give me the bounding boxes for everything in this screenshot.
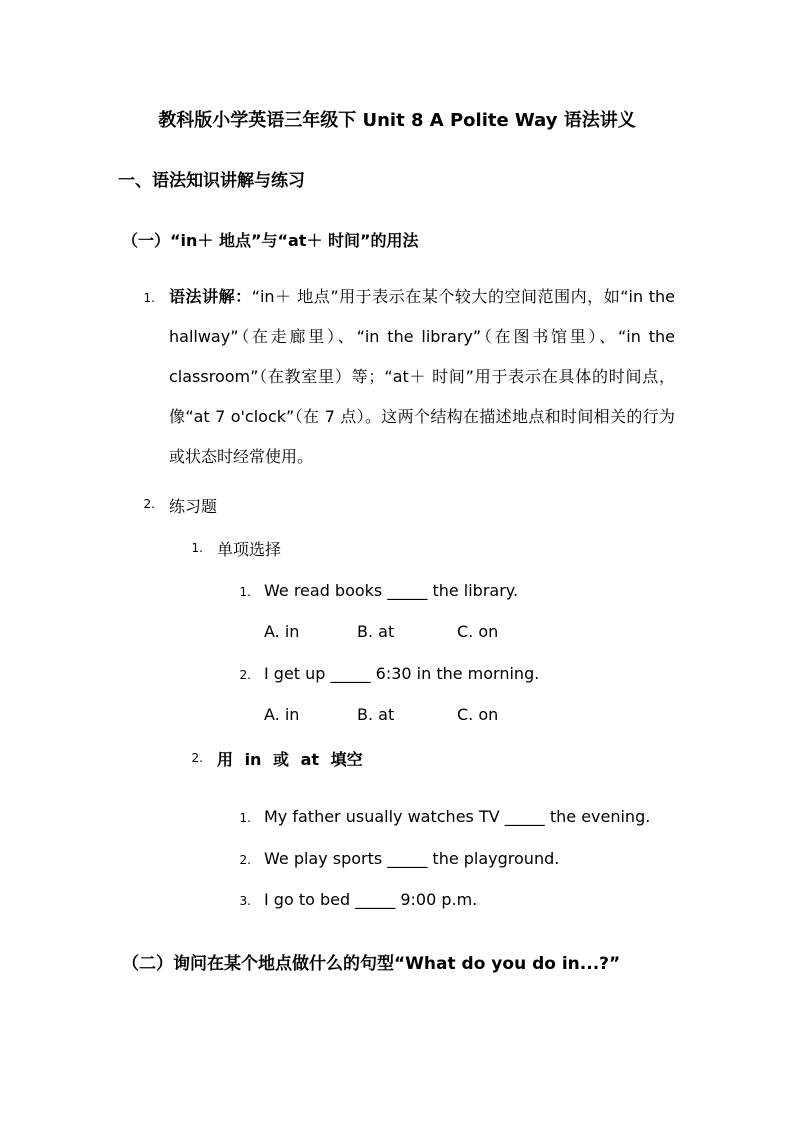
option-a: A. in bbox=[264, 622, 300, 641]
question-number: 2. bbox=[239, 853, 251, 867]
grammar-explanation-label: 语法讲解： bbox=[169, 287, 252, 306]
exercise-number: 2. bbox=[191, 751, 203, 765]
exercises-label: 练习题 bbox=[169, 497, 218, 516]
question-text: My father usually watches TV _____ the evening. bbox=[264, 807, 651, 826]
item-number: 1. bbox=[143, 291, 155, 305]
section-heading-1: 一、语法知识讲解与练习 bbox=[118, 171, 305, 191]
question-number: 1. bbox=[239, 585, 251, 599]
exercise-title-multiple-choice: 单项选择 bbox=[217, 540, 282, 559]
question-number: 2. bbox=[239, 668, 251, 682]
option-b: B. at bbox=[357, 705, 395, 724]
grammar-explanation-text: “in＋ 地点”用于表示在某个较大的空间范围内，如“in the hallway”（在走廊里）、“in the library”（在图书馆里）、“in the classroom”（在教室里）等；“at＋ 时间”用于表示在具体的时间点，像“at 7 o'clock”（在 7 点）。这两个结构在描述地点和时间相关的行为或状态时经常使用。 bbox=[169, 287, 675, 466]
option-a: A. in bbox=[264, 705, 300, 724]
subsection-heading-2: （二）询问在某个地点做什么的句型“What do you do in...?” bbox=[122, 954, 621, 974]
exercise-number: 1. bbox=[191, 541, 203, 555]
option-b: B. at bbox=[357, 622, 395, 641]
subsection-heading-1: （一）“in＋ 地点”与“at＋ 时间”的用法 bbox=[122, 231, 419, 250]
exercise-title-fill-blank: 用 in 或 at 填空 bbox=[217, 750, 363, 769]
grammar-explanation bbox=[169, 277, 675, 477]
option-c: C. on bbox=[457, 705, 499, 724]
question-number: 1. bbox=[239, 811, 251, 825]
question-text: I go to bed _____ 9:00 p.m. bbox=[264, 890, 478, 909]
question-text: I get up _____ 6:30 in the morning. bbox=[264, 664, 540, 683]
question-number: 3. bbox=[239, 894, 251, 908]
option-c: C. on bbox=[457, 622, 499, 641]
question-text: We play sports _____ the playground. bbox=[264, 849, 560, 868]
question-text: We read books _____ the library. bbox=[264, 581, 519, 600]
item-number: 2. bbox=[143, 497, 155, 511]
document-title: 教科版小学英语三年级下 Unit 8 A Polite Way 语法讲义 bbox=[158, 110, 636, 131]
